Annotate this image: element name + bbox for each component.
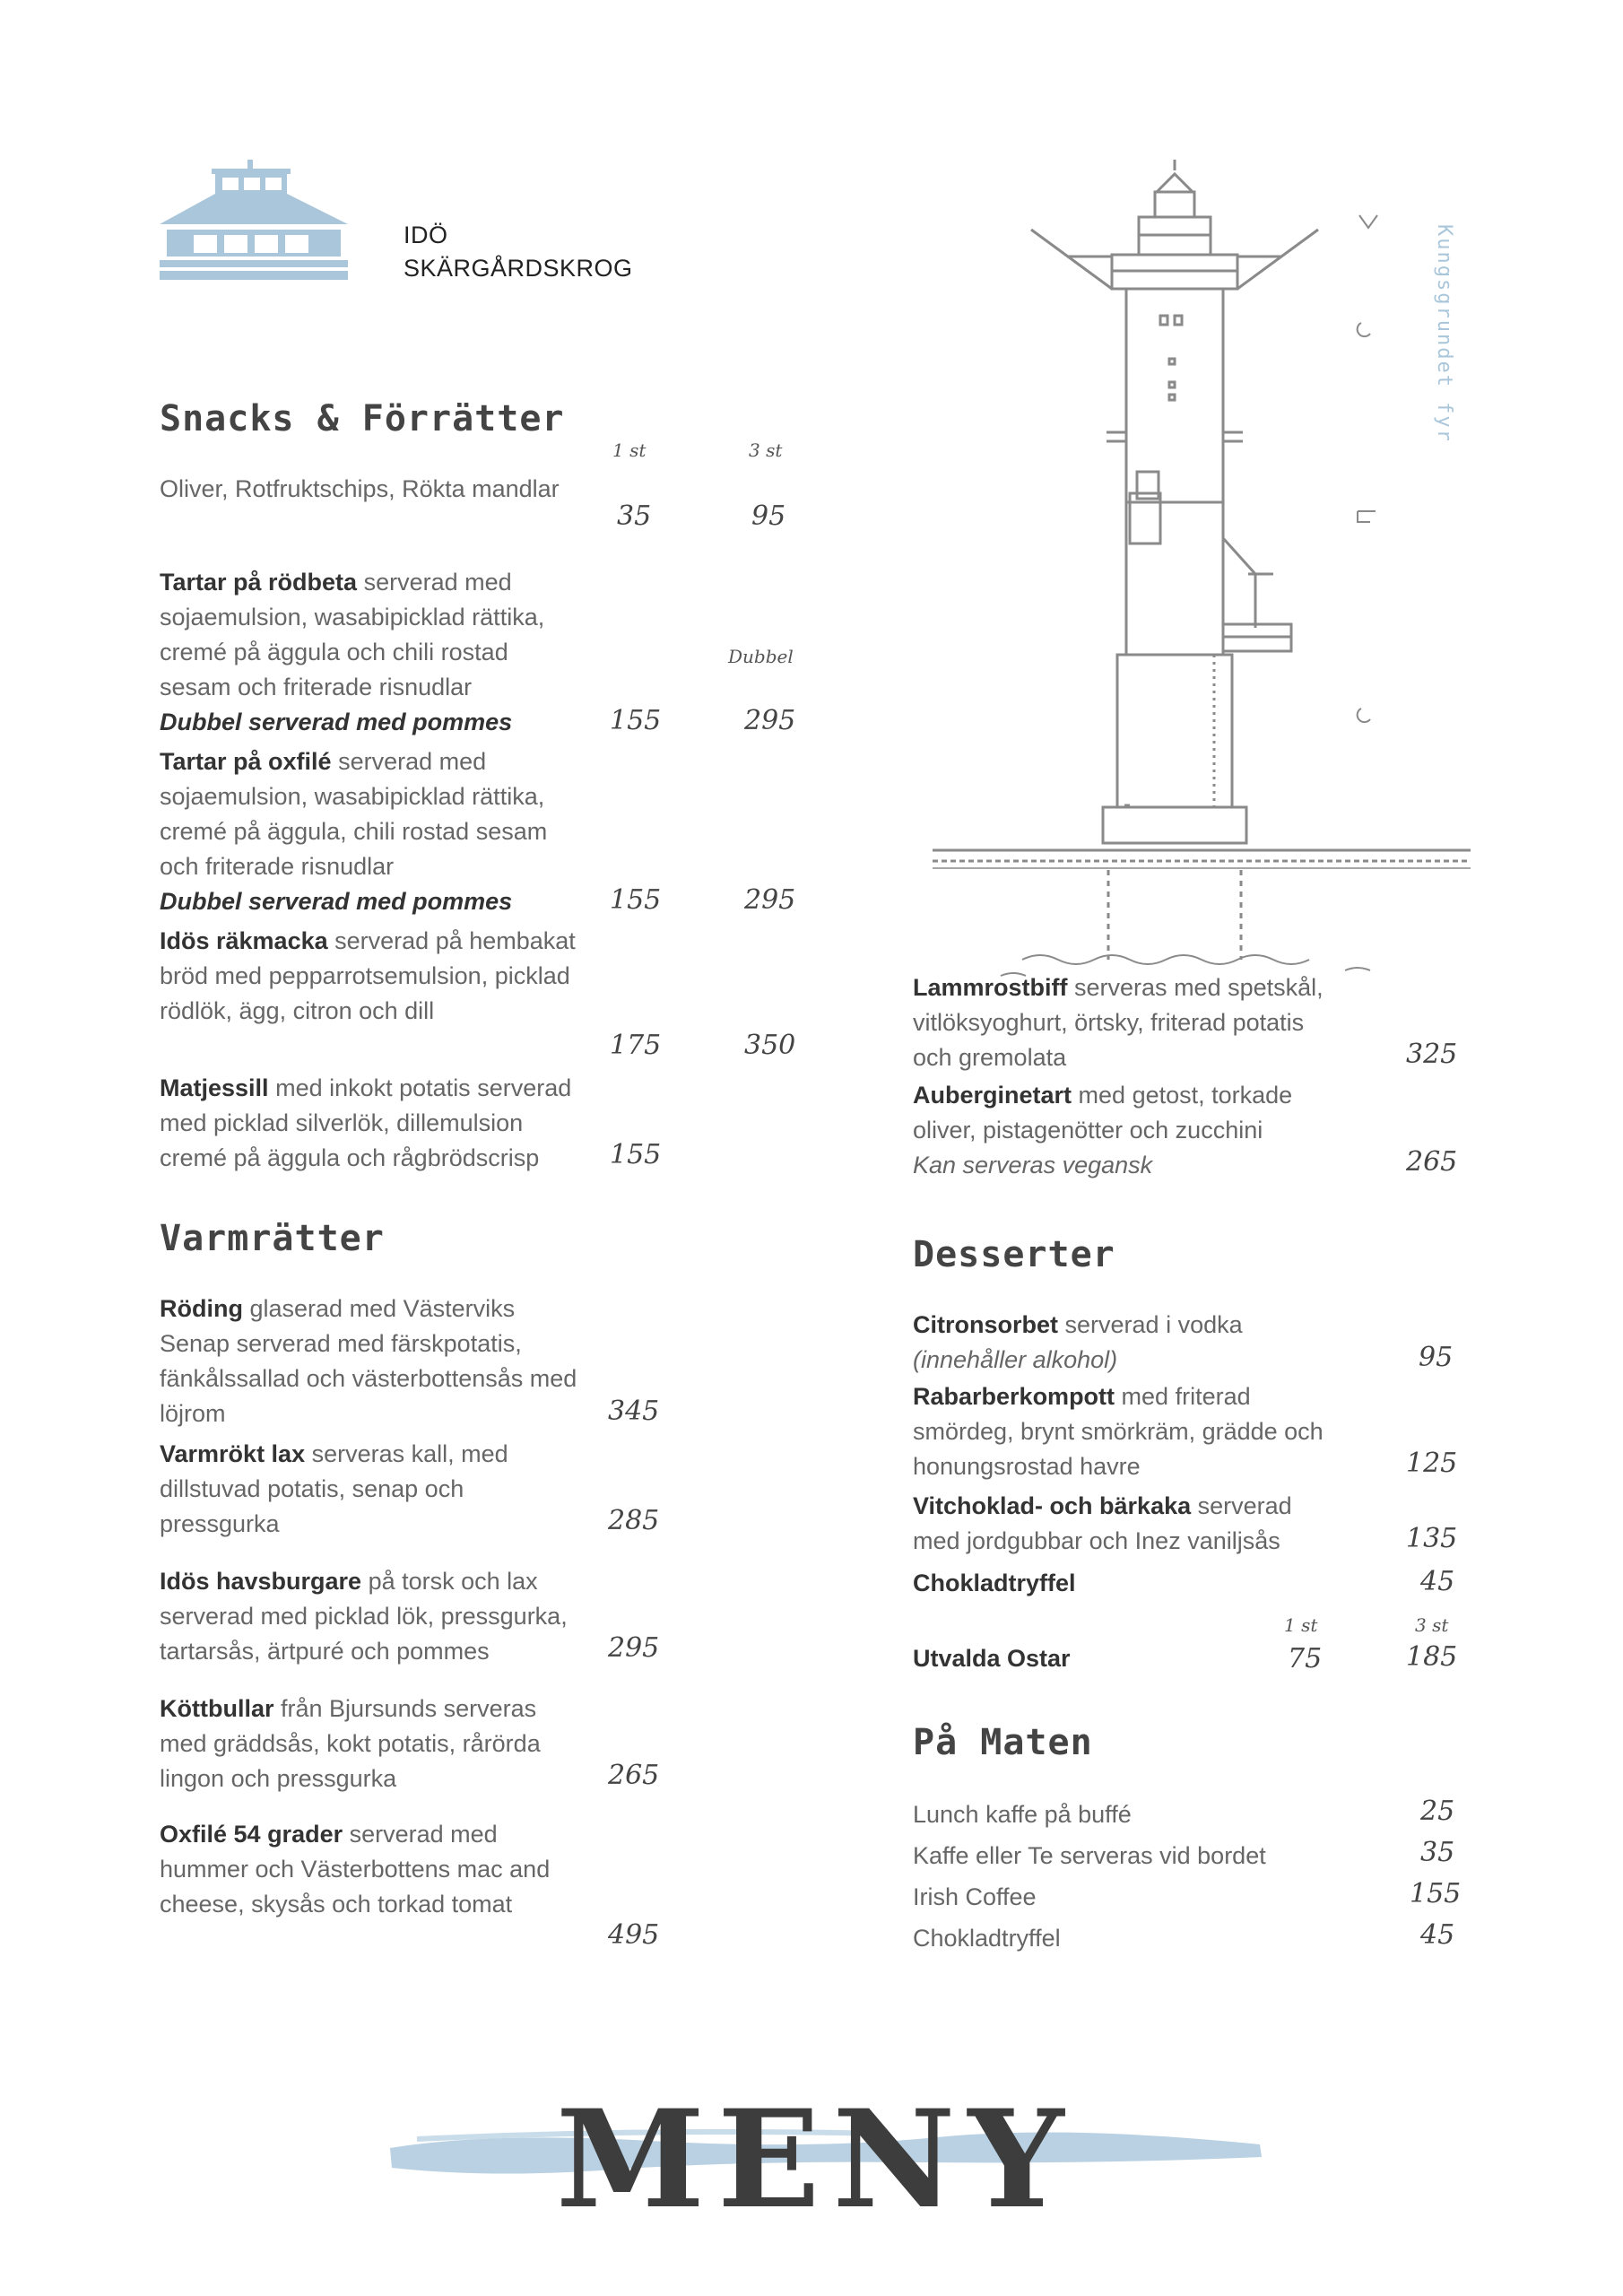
menu-item-irish-coffee: Irish Coffee	[913, 1883, 1037, 1910]
menu-item-lunch-kaffe: Lunch kaffe på buffé	[913, 1801, 1132, 1828]
price-1st: 155	[610, 1139, 662, 1170]
column-label-3st: 3 st	[1415, 1614, 1449, 1636]
menu-item-name: Varmrökt lax	[160, 1440, 306, 1467]
price: 265	[1406, 1146, 1458, 1178]
column-label-3st: 3 st	[749, 439, 783, 461]
price-1st: 175	[610, 1030, 662, 1061]
menu-item-matjessill	[160, 1071, 581, 1176]
menu-item-citronsorbet	[913, 1308, 1334, 1378]
menu-item-utvalda-ostar	[913, 1641, 1271, 1676]
menu-item-oxfile-54	[160, 1817, 581, 1922]
menu-item-name: Idös räkmacka	[160, 927, 328, 954]
price-1st: 155	[610, 884, 662, 916]
price: 125	[1406, 1448, 1458, 1479]
menu-item-chokladtryffel	[913, 1566, 1334, 1601]
menu-item-tartar-oxfile	[160, 744, 581, 919]
menu-item-chokladtryffel-2: Chokladtryffel	[913, 1925, 1061, 1952]
menu-item-note: (innehåller alkohol)	[913, 1346, 1118, 1373]
menu-item-desc: serverad med hummer och Västerbottens mac and cheese, skysås och torkad tomat	[160, 1821, 551, 1918]
section-title-desserter: Desserter	[913, 1234, 1115, 1275]
menu-item-name: Lammrostbiff	[913, 974, 1068, 1001]
menu-item-auberginetart	[913, 1078, 1334, 1183]
price: 345	[608, 1396, 660, 1427]
menu-item-name: Tartar på oxfilé	[160, 748, 332, 775]
menu-item-name: Idös havsburgare	[160, 1568, 362, 1595]
menu-item-name: Röding	[160, 1295, 243, 1322]
price: 25	[1420, 1796, 1455, 1827]
price-dubbel: 295	[744, 705, 796, 736]
price: 295	[608, 1632, 660, 1664]
price: 45	[1420, 1919, 1455, 1951]
menu-item-name: Tartar på rödbeta	[160, 569, 358, 596]
menu-item-desc: serverad med jordgubbar och Inez vaniljsås	[913, 1492, 1292, 1554]
column-label-1st: 1 st	[1284, 1614, 1318, 1636]
menu-item-desc: med friterad smördeg, brynt smörkräm, grädde och honungsrostad havre	[913, 1383, 1324, 1480]
menu-item-varmrokt-lax	[160, 1437, 581, 1542]
menu-item-rabarberkompott	[913, 1379, 1343, 1484]
price: 155	[1410, 1878, 1462, 1909]
menu-item-name: Matjessill	[160, 1074, 269, 1101]
menu-item-desc: serveras med spetskål, vitlöksyoghurt, örtsky, friterad potatis och gremolata	[913, 974, 1324, 1071]
price: 45	[1420, 1566, 1455, 1597]
menu-item-desc: serverad på hembakat bröd med pepparrotsemulsion, picklad rödlök, ägg, citron och dill	[160, 927, 576, 1024]
menu-item-havsburgare	[160, 1564, 581, 1669]
price: 95	[1419, 1342, 1454, 1373]
menu-item-note: Kan serveras vegansk	[913, 1152, 1153, 1178]
price: 35	[1420, 1837, 1455, 1868]
menu-item-desc: med getost, torkade oliver, pistagenötter och zucchini	[913, 1082, 1293, 1144]
menu-item-tartar-rodbeta	[160, 565, 581, 740]
menu-item-desc: på torsk och lax serverad med picklad lök, pressgurka, tartarsås, ärtpuré och pommes	[160, 1568, 568, 1665]
menu-item-name: Köttbullar	[160, 1695, 274, 1722]
menu-item-vitchoklad-barkaka	[913, 1489, 1334, 1559]
price-1st: 75	[1288, 1643, 1323, 1674]
menu-item-kaffe-te: Kaffe eller Te serveras vid bordet	[913, 1842, 1266, 1869]
menu-item-name: Rabarberkompott	[913, 1383, 1115, 1410]
menu-item-desc: serverad med sojaemulsion, wasabipicklad rättika, cremé på äggula, chili rostad sesam och friterade risnudlar	[160, 748, 548, 880]
menu-item-note: Dubbel serverad med pommes	[160, 888, 513, 915]
price-1st: 35	[617, 500, 652, 532]
menu-item-desc: serverad med sojaemulsion, wasabipicklad rättika, cremé på äggula och chili rostad sesam och friterade risnudlar	[160, 569, 545, 700]
column-label-dubbel: Dubbel	[728, 646, 794, 667]
menu-item-lammrostbiff	[913, 970, 1334, 1075]
menu-item-note: Dubbel serverad med pommes	[160, 709, 513, 735]
menu-item-name: Vitchoklad- och bärkaka	[913, 1492, 1192, 1519]
menu-item-desc: glaserad med Västerviks Senap serverad med färskpotatis, fänkålssallad och västerbottensås med löjrom	[160, 1295, 577, 1427]
price-3st: 185	[1406, 1641, 1458, 1673]
menu-item-snacks	[160, 472, 581, 507]
section-title-varmratter: Varmrätter	[160, 1218, 385, 1259]
menu-item-kottbullar	[160, 1692, 581, 1796]
price: 265	[608, 1760, 660, 1791]
restaurant-logo-icon	[160, 160, 348, 280]
price: 325	[1406, 1039, 1458, 1070]
menu-item-desc: serveras kall, med dillstuvad potatis, senap och pressgurka	[160, 1440, 508, 1537]
price-3st: 350	[744, 1030, 796, 1061]
menu-item-desc: med inkokt potatis serverad med picklad silverlök, dillemulsion cremé på äggula och rågbrödscrisp	[160, 1074, 572, 1171]
lighthouse-caption: Kungsgrundet fyr	[1433, 224, 1455, 443]
menu-item-name: Chokladtryffel	[913, 1570, 1076, 1596]
price-1st: 155	[610, 705, 662, 736]
column-label-1st: 1 st	[612, 439, 647, 461]
restaurant-name-line1: IDÖ	[404, 222, 448, 248]
lighthouse-illustration	[915, 152, 1488, 987]
menu-item-roding	[160, 1292, 581, 1431]
menu-item-desc: från Bjursunds serveras med gräddsås, kokt potatis, rårörda lingon och pressgurka	[160, 1695, 541, 1792]
section-title-pa-maten: På Maten	[913, 1722, 1093, 1763]
price: 135	[1406, 1523, 1458, 1554]
restaurant-name	[404, 219, 633, 285]
menu-item-name: Oxfilé 54 grader	[160, 1821, 343, 1848]
price: 285	[608, 1505, 660, 1536]
menu-item-rakmacka	[160, 924, 581, 1029]
price-3st: 95	[751, 500, 786, 532]
price: 495	[608, 1919, 660, 1951]
menu-footer-title: MENY	[556, 2081, 1077, 2239]
section-title-snacks: Snacks & Förrätter	[160, 398, 565, 439]
menu-item-name: Utvalda Ostar	[913, 1645, 1071, 1672]
menu-item-desc: serverad i vodka	[1064, 1311, 1243, 1338]
restaurant-name-line2: SKÄRGÅRDSKROG	[404, 255, 633, 282]
menu-item-name: Citronsorbet	[913, 1311, 1058, 1338]
menu-item-name: Auberginetart	[913, 1082, 1072, 1109]
price-dubbel: 295	[744, 884, 796, 916]
menu-item-desc: Oliver, Rotfruktschips, Rökta mandlar	[160, 475, 560, 502]
